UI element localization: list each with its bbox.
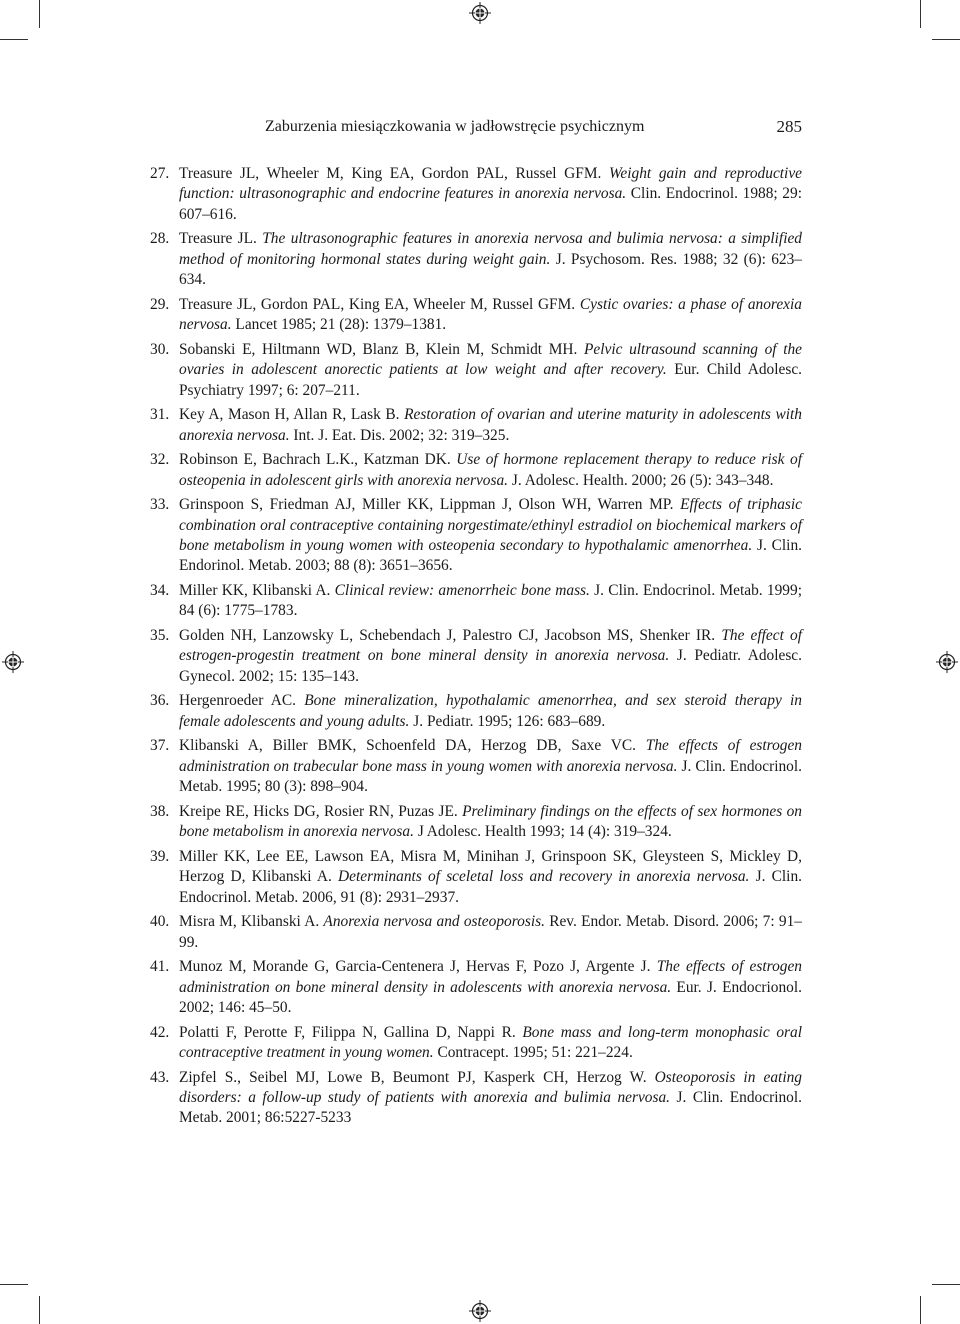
crop-mark-top-left-horizontal <box>0 39 28 40</box>
reference-number: 32. <box>150 451 170 469</box>
reference-number: 43. <box>150 1068 170 1086</box>
reference-source: Clin. Endocrinol. 1988; 29: 607–616. <box>179 185 802 223</box>
reference-list <box>150 164 802 1133</box>
reference-authors: Grinspoon S, Friedman AJ, Miller KK, Lippman J, Olson WH, Warren MP. <box>179 496 681 514</box>
reference-authors: Treasure JL, Gordon PAL, King EA, Wheeler M, Russel GFM. <box>179 295 580 313</box>
reference-source: J. Psychosom. Res. 1988; 32 (6): 623–634. <box>179 250 802 289</box>
reference-number: 38. <box>150 802 170 820</box>
reference-source: J Adolesc. Health 1993; 14 (4): 319–324. <box>413 823 672 841</box>
reference-source: Eur. Child Adolesc. Psychiatry 1997; 6: 207–211. <box>179 361 803 399</box>
reference-item <box>150 691 802 732</box>
reference-title: Use of hormone replacement therapy to reduce risk of osteopenia in adolescent girls with anorexia nervosa. <box>179 451 802 489</box>
reference-number: 31. <box>150 406 170 424</box>
reference-authors: Robinson E, Bachrach L.K., Katzman DK. <box>179 451 457 469</box>
reference-title: Anorexia nervosa and osteoporosis. <box>323 913 545 931</box>
reference-title: Restoration of ovarian and uterine maturity in adolescents with anorexia nervosa. <box>179 406 802 444</box>
reference-item <box>150 626 802 687</box>
reference-title: The ultrasonographic features in anorexia nervosa and bulimia nervosa: a simplified method of monitoring hormonal states during weight gain. <box>179 230 802 268</box>
reference-title: Effects of triphasic combination oral contraceptive containing norgestimate/ethinyl estradiol on biochemical markers of bone metabolism in young women with osteopenia secondary to hypothalamic amenorrhea. <box>179 496 802 555</box>
reference-item <box>150 405 802 446</box>
registration-mark-left-icon <box>2 651 24 673</box>
reference-source: Contracept. 1995; 51: 221–224. <box>433 1044 633 1062</box>
reference-source: J. Pediatr. 1995; 126: 683–689. <box>409 712 606 730</box>
reference-number: 36. <box>150 692 170 710</box>
reference-title: Cystic ovaries: a phase of anorexia nervosa. <box>179 295 802 334</box>
crop-mark-bottom-left-vertical <box>39 1296 40 1324</box>
reference-item <box>150 1068 802 1129</box>
reference-item <box>150 581 802 622</box>
reference-source: J. Clin. Endocrinol. Metab. 2006, 91 (8): 2931–2937. <box>179 868 802 906</box>
reference-source: J. Clin. Endocrinol. Metab. 2001; 86:5227-5233 <box>179 1089 802 1127</box>
page-header <box>150 116 802 140</box>
reference-authors: Klibanski A, Biller BMK, Schoenfeld DA, Herzog DB, Saxe VC. <box>179 737 646 755</box>
reference-title: The effects of estrogen administration on trabecular bone mass in young women with anorexia nervosa. <box>179 737 803 775</box>
reference-title: Preliminary findings on the effects of sex hormones on bone metabolism in anorexia nervosa. <box>179 802 802 841</box>
reference-item <box>150 340 802 401</box>
reference-source: Rev. Endor. Metab. Disord. 2006; 7: 91–99. <box>179 913 802 951</box>
registration-mark-right-icon <box>936 651 958 673</box>
reference-item <box>150 912 802 953</box>
reference-number: 34. <box>150 582 170 600</box>
reference-number: 41. <box>150 958 170 976</box>
reference-title: The effects of estrogen administration on bone mineral density in adolescents with anorexia nervosa. <box>179 958 802 996</box>
reference-number: 39. <box>150 847 170 865</box>
reference-title: Bone mass and long-term monophasic oral contraceptive treatment in young women. <box>179 1023 802 1062</box>
reference-authors: Golden NH, Lanzowsky L, Schebendach J, Palestro CJ, Jacobson MS, Shenker IR. <box>179 627 722 645</box>
reference-authors: Miller KK, Lee EE, Lawson EA, Misra M, Minihan J, Grinspoon SK, Gleysteen S, Mickley D, Herzog D, Klibanski A. <box>179 847 802 886</box>
reference-title: Clinical review: amenorrheic bone mass. <box>334 582 590 600</box>
reference-number: 33. <box>150 496 170 514</box>
reference-number: 30. <box>150 340 170 358</box>
reference-authors: Polatti F, Perotte F, Filippa N, Gallina D, Nappi R. <box>179 1023 523 1041</box>
crop-mark-top-right-horizontal <box>932 39 960 40</box>
reference-title: Weight gain and reproductive function: ultrasonographic and endocrine features in anorexia nervosa. <box>179 165 802 203</box>
reference-authors: Treasure JL, Wheeler M, King EA, Gordon PAL, Russel GFM. <box>179 165 610 182</box>
reference-number: 35. <box>150 627 170 645</box>
reference-item <box>150 802 802 843</box>
reference-authors: Misra M, Klibanski A. <box>179 913 324 931</box>
running-title: Zaburzenia miesiączkowania w jadłowstręcie psychicznym <box>265 118 645 135</box>
registration-mark-top-icon <box>469 2 491 24</box>
reference-source: J. Adolesc. Health. 2000; 26 (5): 343–348. <box>508 471 774 489</box>
reference-source: J. Pediatr. Adolesc. Gynecol. 2002; 15: 135–143. <box>179 647 802 685</box>
reference-item <box>150 295 802 336</box>
reference-authors: Sobanski E, Hiltmann WD, Blanz B, Klein M, Schmidt MH. <box>179 340 584 358</box>
reference-title: Pelvic ultrasound scanning of the ovaries in adolescent anorectic patients at low weight and after recovery. <box>179 340 803 379</box>
reference-number: 37. <box>150 737 170 755</box>
reference-item <box>150 495 802 577</box>
reference-title: Osteoporosis in eating disorders: a follow-up study of patients with anorexia and bulimia nervosa. <box>179 1068 802 1107</box>
reference-item <box>150 450 802 491</box>
registration-mark-bottom-icon <box>469 1300 491 1322</box>
reference-number: 42. <box>150 1023 170 1041</box>
reference-item <box>150 847 802 908</box>
reference-source: Int. J. Eat. Dis. 2002; 32: 319–325. <box>289 426 510 444</box>
reference-authors: Hergenroeder AC. <box>179 692 305 710</box>
reference-source: J. Clin. Endocrinol. Metab. 1995; 80 (3): 898–904. <box>179 757 802 796</box>
reference-source: J. Clin. Endocrinol. Metab. 1999; 84 (6): 1775–1783. <box>179 582 802 620</box>
reference-item <box>150 229 802 290</box>
reference-item <box>150 1023 802 1064</box>
reference-authors: Munoz M, Morande G, Garcia-Centenera J, Hervas F, Pozo J, Argente J. <box>179 958 657 976</box>
reference-source: Eur. J. Endocrionol. 2002; 146: 45–50. <box>179 978 803 1017</box>
reference-number: 40. <box>150 913 170 931</box>
crop-mark-bottom-right-vertical <box>920 1296 921 1324</box>
reference-authors: Kreipe RE, Hicks DG, Rosier RN, Puzas JE. <box>179 802 463 820</box>
reference-number: 29. <box>150 295 170 313</box>
reference-source: J. Clin. Endorinol. Metab. 2003; 88 (8): 3651–3656. <box>179 537 802 575</box>
reference-title: Determinants of sceletal loss and recovery in anorexia nervosa. <box>338 868 750 886</box>
reference-title: Bone mineralization, hypothalamic amenorrhea, and sex steroid therapy in female adolescents and young adults. <box>179 692 802 730</box>
crop-mark-bottom-right-horizontal <box>932 1284 960 1285</box>
reference-number: 28. <box>150 230 170 248</box>
reference-item <box>150 164 802 225</box>
reference-number: 27. <box>150 165 170 182</box>
reference-title: The effect of estrogen-progestin treatment on bone mineral density in anorexia nervosa. <box>179 627 802 665</box>
crop-mark-bottom-left-horizontal <box>0 1284 28 1285</box>
page-number: 285 <box>776 117 802 136</box>
reference-item <box>150 736 802 797</box>
reference-item <box>150 957 802 1018</box>
crop-mark-top-right-vertical <box>920 0 921 28</box>
reference-authors: Zipfel S., Seibel MJ, Lowe B, Beumont PJ, Kasperk CH, Herzog W. <box>179 1068 655 1086</box>
reference-source: Lancet 1985; 21 (28): 1379–1381. <box>231 316 447 334</box>
reference-authors: Treasure JL. <box>179 230 263 248</box>
reference-authors: Miller KK, Klibanski A. <box>179 582 335 600</box>
reference-authors: Key A, Mason H, Allan R, Lask B. <box>179 406 405 424</box>
crop-mark-top-left-vertical <box>39 0 40 28</box>
